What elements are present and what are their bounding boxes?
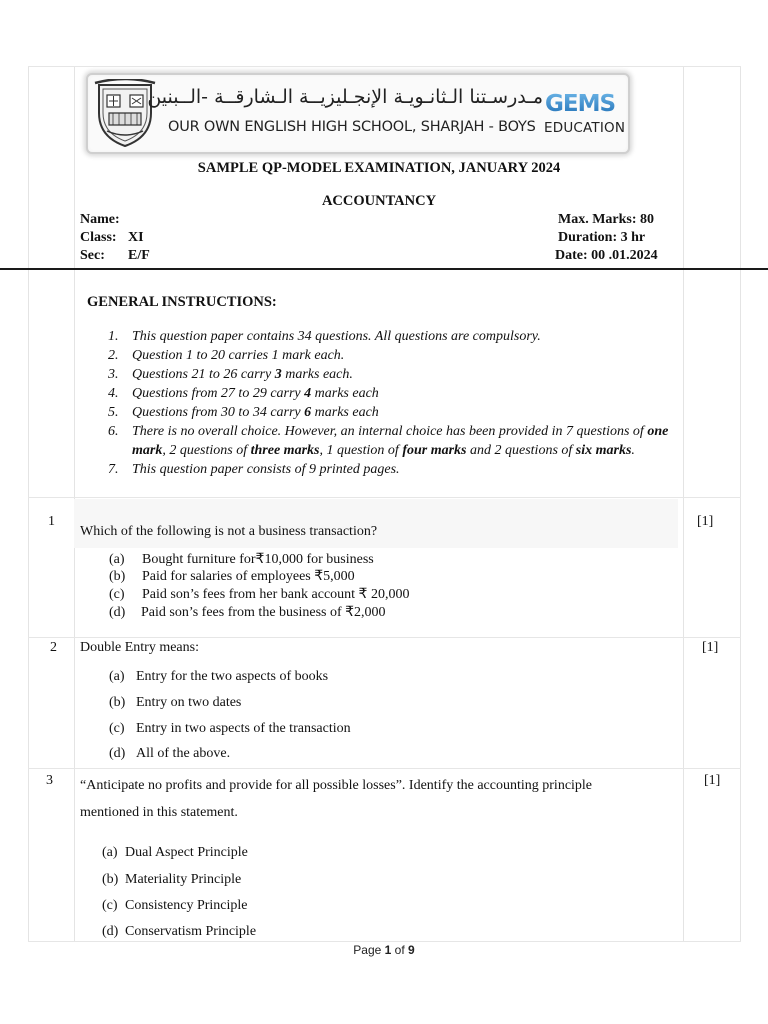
- school-banner: [86, 73, 630, 154]
- school-name-arabic: مـدرسـتنا الـثانـويـة الإنجـليزيــة الـشارقــة -الــبنين: [147, 86, 543, 108]
- max-marks: Max. Marks: 80: [558, 212, 655, 227]
- duration: Duration: 3 hr: [558, 230, 646, 245]
- current-page: 1: [384, 943, 392, 957]
- option-b: (b) Materiality Principle: [102, 872, 242, 887]
- option-b: (b) Paid for salaries of employees ₹5,000: [109, 569, 355, 584]
- total-pages: 9: [408, 943, 415, 957]
- option-d: (d) Conservatism Principle: [102, 924, 257, 939]
- exam-date: Date: 00 .01.2024: [555, 248, 658, 263]
- instruction-item: 2. Question 1 to 20 carries 1 mark each.: [108, 348, 345, 363]
- instruction-item: 5. Questions from 30 to 34 carry 6 marks each: [108, 405, 379, 420]
- option-a: (a) Bought furniture for₹10,000 for business: [109, 552, 374, 567]
- question-text-line-1: “Anticipate no profits and provide for all possible losses”. Identify the accounting principle: [80, 778, 593, 793]
- grid-line: [683, 270, 684, 942]
- instruction-item: 1. This question paper contains 34 questions. All questions are compulsory.: [108, 329, 541, 344]
- exam-title: SAMPLE QP-MODEL EXAMINATION, JANUARY 2024: [197, 160, 561, 176]
- name-label: Name:: [80, 212, 120, 227]
- instruction-item: 6. There is no overall choice. However, an internal choice has been provided in 7 questions of one mark, 2 questions of three marks, 1 question of four marks and 2 questions of six marks.: [108, 424, 669, 458]
- option-d: (d) All of the above.: [109, 746, 231, 761]
- subject-title: ACCOUNTANCY: [321, 193, 437, 209]
- question-text: Which of the following is not a business transaction?: [80, 524, 378, 539]
- option-b: (b) Entry on two dates: [109, 695, 242, 710]
- grid-line: [28, 941, 741, 942]
- question-marks: [1]: [702, 640, 719, 655]
- sec-field: [80, 247, 150, 265]
- gems-education-label: EDUCATION: [544, 120, 626, 136]
- grid-line: [740, 270, 741, 942]
- question-number: 2: [50, 640, 57, 655]
- grid-line: [28, 637, 741, 638]
- grid-line: [740, 66, 741, 269]
- instruction-item: 3. Questions 21 to 26 carry 3 marks each.: [108, 367, 353, 382]
- class-field: [80, 229, 144, 247]
- sec-label: Sec:: [80, 248, 105, 263]
- grid-line: [28, 768, 741, 769]
- grid-line: [28, 270, 29, 942]
- option-a: (a) Entry for the two aspects of books: [109, 669, 329, 684]
- question-marks: [1]: [697, 514, 714, 529]
- instructions-list: [108, 327, 678, 479]
- svg-text:GEMS: GEMS: [545, 91, 616, 114]
- page-word: Page: [353, 943, 382, 957]
- question-number: 1: [48, 514, 55, 529]
- grid-line: [28, 66, 29, 269]
- class-value: XI: [128, 230, 144, 245]
- option-d: (d) Paid son’s fees from the business of ₹2,000: [109, 605, 386, 620]
- option-c: (c) Consistency Principle: [102, 898, 248, 913]
- option-c: (c) Paid son’s fees from her bank account ₹ 20,000: [109, 587, 410, 602]
- question-number: 3: [46, 773, 53, 788]
- grid-line: [28, 497, 741, 498]
- class-label: Class:: [80, 230, 117, 245]
- option-a: (a) Dual Aspect Principle: [102, 845, 248, 860]
- option-c: (c) Entry in two aspects of the transaction: [109, 721, 351, 736]
- grid-line: [28, 66, 741, 67]
- question-marks: [1]: [704, 773, 721, 788]
- page-footer: [0, 943, 768, 957]
- instruction-item: 7. This question paper consists of 9 printed pages.: [108, 462, 400, 477]
- of-word: of: [394, 943, 405, 957]
- question-text-line-2: mentioned in this statement.: [80, 805, 238, 820]
- school-name: OUR OWN ENGLISH HIGH SCHOOL, SHARJAH - BOYS: [168, 119, 536, 135]
- header-divider: [0, 268, 768, 270]
- gems-logo-icon: [544, 90, 630, 114]
- question-text: Double Entry means:: [80, 640, 199, 655]
- grid-line: [74, 270, 75, 942]
- sec-value: E/F: [128, 248, 150, 263]
- instruction-item: 4. Questions from 27 to 29 carry 4 marks each: [108, 386, 379, 401]
- instructions-title: GENERAL INSTRUCTIONS:: [87, 294, 277, 310]
- name-field: [80, 211, 128, 229]
